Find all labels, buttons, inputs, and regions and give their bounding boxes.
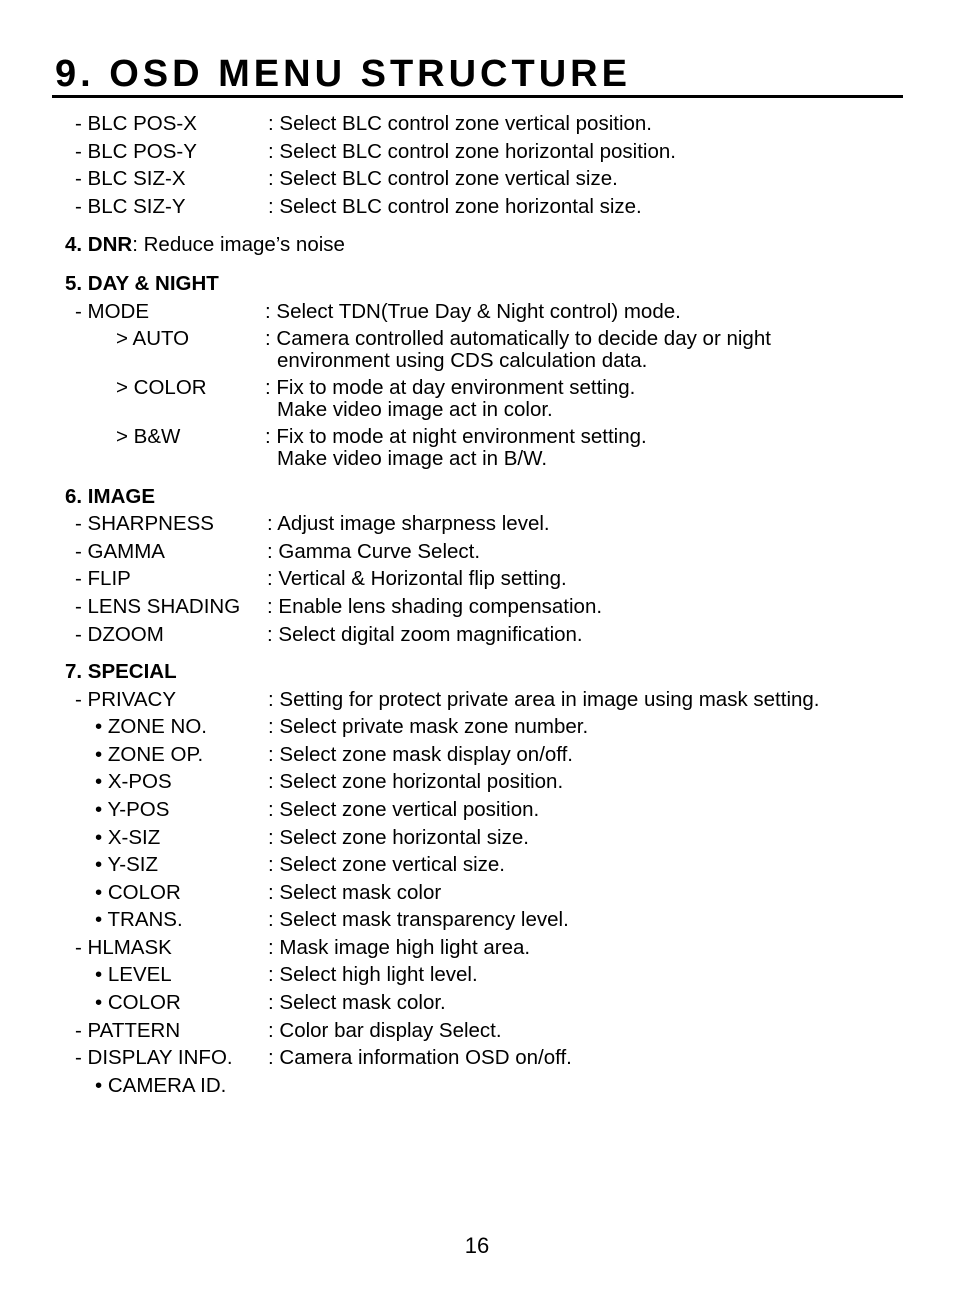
x-siz-label: • X-SIZ [95,826,161,849]
image-heading: 6. IMAGE [65,485,155,508]
zone-no-desc: : Select private mask zone number. [268,715,589,738]
page-title: 9. OSD MENU STRUCTURE [55,53,631,95]
blc-siz-x-desc: : Select BLC control zone vertical size. [268,167,618,190]
blc-pos-y-desc: : Select BLC control zone horizontal position. [268,140,676,163]
blc-pos-y-label: - BLC POS-Y [75,140,197,163]
camera-id-label: • CAMERA ID. [95,1074,227,1097]
hlmask-color-desc: : Select mask color. [268,991,446,1014]
pattern-label: - PATTERN [75,1019,181,1042]
zone-no-label: • ZONE NO. [95,715,207,738]
x-siz-desc: : Select zone horizontal size. [268,826,529,849]
page-number: 16 [464,1233,490,1258]
lens-shading-desc: : Enable lens shading compensation. [267,595,603,618]
display-info-label: - DISPLAY INFO. [75,1046,233,1069]
day-night-heading: 5. DAY & NIGHT [65,272,219,295]
auto-desc: : Camera controlled automatically to decide day or night [265,327,771,350]
dnr-section [65,233,345,257]
blc-pos-x-label: - BLC POS-X [75,112,197,135]
dnr-desc: : Reduce image’s noise [132,233,345,256]
sharpness-label: - SHARPNESS [75,512,214,535]
color-desc-cont: Make video image act in color. [277,398,553,421]
privacy-color-label: • COLOR [95,881,181,904]
bw-label: > B&W [116,425,181,448]
blc-siz-x-label: - BLC SIZ-X [75,167,186,190]
blc-pos-x-desc: : Select BLC control zone vertical position. [268,112,652,135]
color-label: > COLOR [116,376,207,399]
hlmask-label: - HLMASK [75,936,172,959]
auto-label: > AUTO [116,327,190,350]
gamma-label: - GAMMA [75,540,165,563]
mode-label: - MODE [75,300,150,323]
zone-op-desc: : Select zone mask display on/off. [268,743,574,766]
special-heading: 7. SPECIAL [65,660,177,683]
level-desc: : Select high light level. [268,963,478,986]
lens-shading-label: - LENS SHADING [75,595,241,618]
pattern-desc: : Color bar display Select. [268,1019,502,1042]
gamma-desc: : Gamma Curve Select. [267,540,481,563]
privacy-color-desc: : Select mask color [268,881,442,904]
privacy-label: - PRIVACY [75,688,176,711]
y-siz-desc: : Select zone vertical size. [268,853,505,876]
x-pos-desc: : Select zone horizontal position. [268,770,564,793]
dnr-heading: 4. DNR [65,233,133,256]
blc-siz-y-desc: : Select BLC control zone horizontal size. [268,195,642,218]
y-siz-label: • Y-SIZ [95,853,159,876]
y-pos-desc: : Select zone vertical position. [268,798,540,821]
bw-desc-cont: Make video image act in B/W. [277,447,548,470]
hlmask-desc: : Mask image high light area. [268,936,531,959]
blc-siz-y-label: - BLC SIZ-Y [75,195,186,218]
x-pos-label: • X-POS [95,770,172,793]
trans-label: • TRANS. [95,908,183,931]
y-pos-label: • Y-POS [95,798,170,821]
dzoom-desc: : Select digital zoom magnification. [267,623,583,646]
flip-desc: : Vertical & Horizontal flip setting. [267,567,567,590]
level-label: • LEVEL [95,963,172,986]
flip-label: - FLIP [75,567,131,590]
trans-desc: : Select mask transparency level. [268,908,569,931]
display-info-desc: : Camera information OSD on/off. [268,1046,572,1069]
dzoom-label: - DZOOM [75,623,164,646]
hlmask-color-label: • COLOR [95,991,181,1014]
privacy-desc: : Setting for protect private area in image using mask setting. [268,688,820,711]
zone-op-label: • ZONE OP. [95,743,204,766]
color-desc: : Fix to mode at day environment setting. [265,376,636,399]
mode-desc: : Select TDN(True Day & Night control) mode. [265,300,681,323]
title-underline [52,95,903,98]
sharpness-desc: : Adjust image sharpness level. [267,512,550,535]
auto-desc-cont: environment using CDS calculation data. [277,349,648,372]
bw-desc: : Fix to mode at night environment setting. [265,425,647,448]
